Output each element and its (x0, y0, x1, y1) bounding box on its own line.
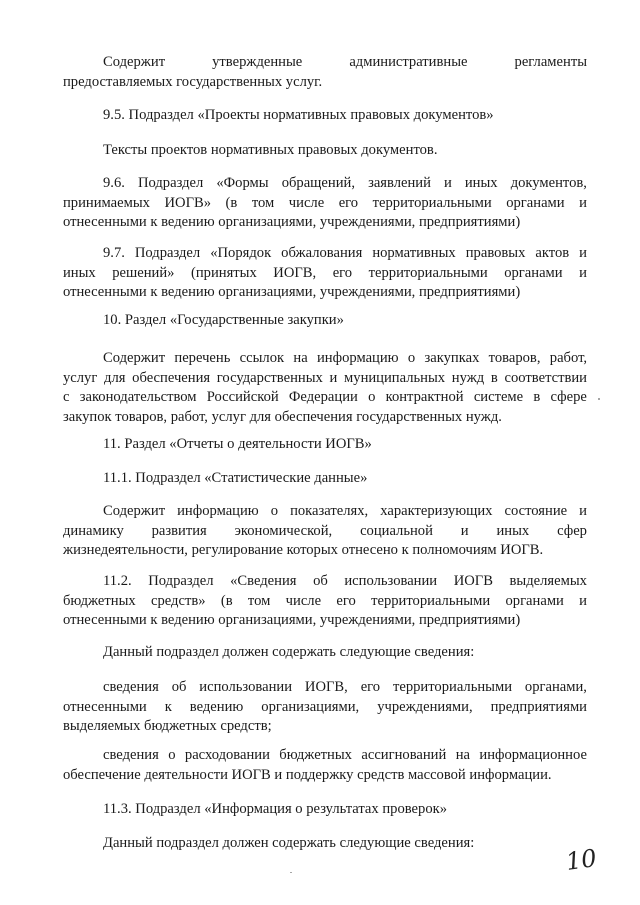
text-line: жизнедеятельности, регулирование которых отнесено к полномочиям ИОГВ. (63, 542, 544, 558)
heading-11-1: 11.1. Подраздел «Статистические данные» (103, 470, 368, 486)
word: его (338, 194, 359, 211)
word: с (63, 389, 70, 405)
justified-line (63, 746, 587, 766)
word: бюджетных (279, 747, 352, 763)
word: Содержит (103, 54, 166, 70)
word: в (490, 369, 498, 386)
word: отнесенными (63, 698, 147, 715)
word: предприятиями (490, 698, 587, 715)
word: перечень (174, 350, 231, 366)
word: территориальными (371, 592, 491, 609)
paragraph-11-2-intro: Данный подраздел должен содержать следующие сведения: (103, 644, 475, 660)
word: «Формы (216, 175, 269, 191)
word: его (332, 264, 353, 281)
word: 9.7. (103, 245, 125, 261)
word: актов (535, 245, 570, 261)
word: регламенты (514, 54, 587, 70)
word: «Порядок (210, 245, 272, 261)
heading-11: 11. Раздел «Отчеты о деятельности ИОГВ» (103, 436, 372, 452)
justified-line (63, 244, 587, 264)
word: Подраздел (148, 573, 214, 589)
word: о (368, 389, 376, 405)
word: Подраздел (134, 245, 201, 261)
word: нужд (451, 369, 485, 386)
word: ссылок (239, 350, 285, 366)
word: «Сведения (230, 573, 297, 589)
heading-10: 10. Раздел «Государственные закупки» (103, 312, 344, 328)
word: заявлений (368, 175, 431, 191)
word: органами (505, 592, 564, 609)
justified-line (63, 502, 587, 522)
text-line: выделяемых бюджетных средств; (63, 718, 272, 734)
paragraph-regulations (63, 53, 587, 92)
justified-line (63, 678, 587, 698)
justified-line (63, 174, 587, 194)
handwritten-page-number: 10 (564, 844, 599, 876)
justified-line (63, 194, 587, 214)
word: ИОГВ» (164, 194, 212, 211)
word: и (579, 264, 587, 281)
word: Подраздел (137, 175, 204, 191)
word: информацию (317, 350, 399, 366)
word: о (270, 503, 279, 519)
word: обеспечения (132, 369, 211, 386)
word: (в (220, 592, 233, 609)
word: информационное (479, 747, 587, 763)
word: органами, (524, 679, 587, 695)
word: числе (288, 194, 325, 211)
word: территориальными (372, 194, 492, 211)
text-line: предоставляемых государственных услуг. (63, 73, 323, 90)
justified-line (63, 698, 587, 718)
word: (в (225, 194, 238, 211)
word: услуг (63, 369, 98, 386)
word: территориальными (392, 679, 513, 695)
paragraph-11-2-item-a (63, 678, 587, 737)
heading-9-6 (63, 174, 587, 233)
word: иных (63, 264, 96, 281)
word: органами (506, 194, 565, 211)
word: социальной (360, 522, 433, 539)
word: о (407, 350, 416, 366)
justified-line (63, 369, 587, 389)
word: и (579, 503, 587, 519)
word: и (329, 369, 338, 386)
word: выделяемых (509, 573, 587, 589)
justified-line (63, 349, 587, 369)
text-line: отнесенными к ведению организациями, учреждениями, предприятиями) (63, 214, 521, 230)
heading-11-3: 11.3. Подраздел «Информация о результатах проверок» (103, 801, 448, 817)
word: (принятых (190, 264, 257, 281)
word: иных (464, 175, 498, 191)
word: ИОГВ, (304, 679, 348, 695)
word: сфере (550, 389, 587, 405)
scan-speck (598, 398, 600, 400)
word: Федерации (288, 389, 358, 405)
word: развития (151, 522, 207, 539)
word: соответствии (504, 369, 587, 386)
word: том (247, 592, 271, 609)
scan-speck (290, 872, 292, 873)
word: работ, (549, 350, 587, 366)
justified-line (63, 388, 587, 408)
word: на (293, 350, 308, 366)
heading-9-5: 9.5. Подраздел «Проекты нормативных правовых документов» (103, 107, 494, 123)
word: системе (473, 389, 524, 405)
word: сведения (103, 679, 159, 695)
word: 11.2. (103, 573, 132, 589)
word: и (443, 175, 452, 191)
word: ИОГВ (453, 573, 493, 589)
word: том (251, 194, 275, 211)
word: к (164, 698, 172, 715)
paragraph-11-3-intro: Данный подраздел должен содержать следующие сведения: (103, 835, 475, 851)
justified-line (63, 264, 587, 284)
word: принимаемых (63, 194, 150, 211)
word: ассигнований (361, 747, 447, 763)
word: правовых (465, 245, 526, 261)
word: об (171, 679, 187, 695)
word: показателях, (290, 503, 369, 519)
word: использовании (344, 573, 438, 589)
word: бюджетных (63, 592, 136, 609)
word: информацию (177, 503, 259, 519)
word: о (168, 747, 176, 763)
word: муниципальных (344, 369, 446, 386)
word: территориальными (368, 264, 488, 281)
justified-line (63, 53, 587, 73)
paragraph-9-5: Тексты проектов нормативных правовых документов. (103, 142, 438, 158)
text-line: отнесенными к ведению организациями, учреждениями, предприятиями) (63, 612, 521, 628)
word: ведению (189, 698, 244, 715)
word: Российской (206, 389, 279, 405)
word: его (336, 592, 356, 609)
word: расходовании (184, 747, 270, 763)
word: товаров, (488, 350, 541, 366)
word: и (579, 194, 587, 211)
heading-11-2 (63, 572, 587, 631)
word: состояние (504, 503, 568, 519)
text-line: обеспечение деятельности ИОГВ и поддержку средств массовой информации. (63, 766, 552, 783)
word: его (360, 679, 381, 695)
word: закупках (424, 350, 480, 366)
text-line: отнесенными к ведению организациями, учреждениями, предприятиями) (63, 284, 521, 300)
word: числе (285, 592, 322, 609)
word: обращений, (281, 175, 355, 191)
paragraph-11-1 (63, 502, 587, 561)
justified-line (63, 592, 587, 612)
word: об (313, 573, 328, 589)
word: 9.6. (103, 175, 125, 191)
word: Содержит (103, 350, 166, 366)
word: для (104, 369, 126, 386)
word: сфер (557, 522, 587, 539)
word: и (579, 592, 587, 609)
heading-9-7 (63, 244, 587, 303)
word: административные (349, 54, 468, 70)
word: динамику (63, 522, 124, 539)
word: экономической, (234, 522, 333, 539)
word: нормативных (372, 245, 456, 261)
paragraph-10 (63, 349, 587, 427)
word: организациями, (261, 698, 360, 715)
word: государственных (216, 369, 323, 386)
word: использовании (199, 679, 293, 695)
word: Содержит (103, 503, 166, 519)
word: и (460, 522, 469, 539)
word: в (533, 389, 541, 405)
justified-line (63, 522, 587, 542)
word: обжалования (281, 245, 363, 261)
justified-line (63, 572, 587, 592)
word: и (579, 245, 587, 261)
word: средств» (150, 592, 206, 609)
word: иных (496, 522, 530, 539)
word: законодательством (79, 389, 197, 405)
word: органами (504, 264, 563, 281)
word: учреждениями, (377, 698, 473, 715)
word: утвержденные (212, 54, 303, 70)
paragraph-11-2-item-b (63, 746, 587, 785)
text-line: закупок товаров, работ, услуг для обеспечения государственных нужд. (63, 408, 502, 425)
word: контрактной (385, 389, 464, 405)
word: характеризующих (380, 503, 493, 519)
word: ИОГВ, (273, 264, 317, 281)
word: документов, (510, 175, 587, 191)
word: сведения (103, 747, 159, 763)
word: решений» (112, 264, 175, 281)
word: на (455, 747, 470, 763)
